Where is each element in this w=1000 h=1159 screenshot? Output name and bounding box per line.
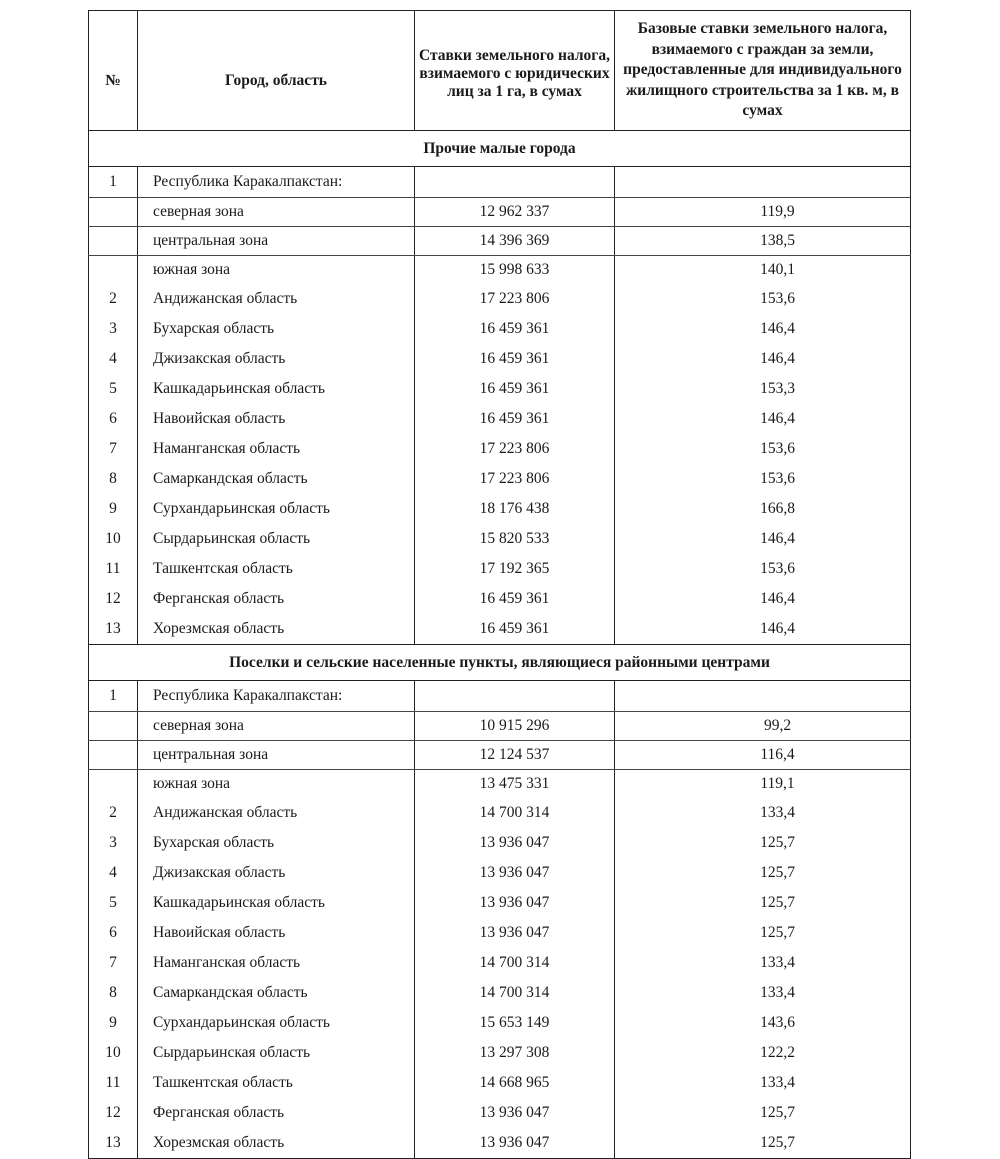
table-row [89,434,911,464]
row-region-name: Наманганская область [138,434,415,464]
section-header-row [89,131,911,167]
row-rate-per-ha: 13 297 308 [415,1038,615,1068]
table-row [89,741,911,770]
row-region-name: Сурхандарьинская область [138,494,415,524]
table-row [89,464,911,494]
table-row [89,712,911,741]
row-rate-per-ha: 17 192 365 [415,554,615,584]
row-region-name: центральная зона [138,741,415,770]
row-number: 13 [89,614,138,645]
table-row [89,167,911,198]
row-rate-per-ha [415,681,615,712]
row-number [89,198,138,227]
row-number: 2 [89,798,138,828]
row-base-rate: 138,5 [615,227,911,256]
row-rate-per-ha: 16 459 361 [415,374,615,404]
table-row [89,284,911,314]
row-region-name: Республика Каракалпакстан: [138,167,415,198]
row-rate-per-ha: 18 176 438 [415,494,615,524]
row-region-name: Хорезмская область [138,1128,415,1159]
row-rate-per-ha: 16 459 361 [415,404,615,434]
table-row [89,524,911,554]
row-region-name: Самаркандская область [138,978,415,1008]
row-number: 2 [89,284,138,314]
row-region-name: Сырдарьинская область [138,524,415,554]
row-region-name: северная зона [138,712,415,741]
row-rate-per-ha: 16 459 361 [415,314,615,344]
table-row [89,256,911,285]
row-number: 3 [89,314,138,344]
row-region-name: Джизакская область [138,858,415,888]
row-base-rate: 119,1 [615,770,911,799]
table-row [89,198,911,227]
row-base-rate: 146,4 [615,584,911,614]
row-base-rate: 140,1 [615,256,911,285]
table-row [89,1128,911,1159]
row-base-rate: 133,4 [615,798,911,828]
row-number: 4 [89,344,138,374]
row-rate-per-ha: 13 936 047 [415,888,615,918]
row-number [89,227,138,256]
row-number: 1 [89,167,138,198]
row-base-rate: 166,8 [615,494,911,524]
row-region-name: центральная зона [138,227,415,256]
row-region-name: Республика Каракалпакстан: [138,681,415,712]
row-region-name: Кашкадарьинская область [138,888,415,918]
row-region-name: Навоийская область [138,404,415,434]
row-number: 9 [89,494,138,524]
row-rate-per-ha: 15 653 149 [415,1008,615,1038]
table-row [89,404,911,434]
row-region-name: Бухарская область [138,828,415,858]
row-number: 6 [89,404,138,434]
row-base-rate: 153,6 [615,434,911,464]
row-rate-per-ha: 13 936 047 [415,918,615,948]
row-rate-per-ha: 15 820 533 [415,524,615,554]
row-region-name: Андижанская область [138,798,415,828]
table-row [89,1098,911,1128]
row-number: 3 [89,828,138,858]
row-number [89,712,138,741]
table-row [89,888,911,918]
row-base-rate: 146,4 [615,404,911,434]
row-number [89,741,138,770]
table-row [89,858,911,888]
row-rate-per-ha: 13 936 047 [415,828,615,858]
row-rate-per-ha: 14 396 369 [415,227,615,256]
row-number [89,256,138,285]
row-base-rate: 153,6 [615,284,911,314]
table-body [89,131,911,1159]
row-base-rate: 125,7 [615,888,911,918]
row-base-rate: 146,4 [615,344,911,374]
row-base-rate: 99,2 [615,712,911,741]
row-rate-per-ha: 12 124 537 [415,741,615,770]
row-rate-per-ha: 17 223 806 [415,284,615,314]
row-number: 8 [89,464,138,494]
row-base-rate: 125,7 [615,918,911,948]
row-number: 13 [89,1128,138,1159]
table-row [89,554,911,584]
table-row [89,828,911,858]
tax-rates-table [88,10,911,1159]
row-base-rate: 133,4 [615,978,911,1008]
row-base-rate: 125,7 [615,1128,911,1159]
row-region-name: Наманганская область [138,948,415,978]
row-rate-per-ha: 13 936 047 [415,1128,615,1159]
row-region-name: Сурхандарьинская область [138,1008,415,1038]
row-region-name: Бухарская область [138,314,415,344]
row-rate-per-ha: 14 668 965 [415,1068,615,1098]
row-base-rate: 133,4 [615,1068,911,1098]
table-row [89,314,911,344]
row-region-name: Хорезмская область [138,614,415,645]
row-rate-per-ha: 17 223 806 [415,434,615,464]
row-number [89,770,138,799]
row-base-rate: 146,4 [615,614,911,645]
section-header-row [89,645,911,681]
table-row [89,584,911,614]
row-base-rate [615,167,911,198]
row-base-rate: 125,7 [615,828,911,858]
row-number: 1 [89,681,138,712]
row-number: 11 [89,1068,138,1098]
table-row [89,1068,911,1098]
header-city: Город, область [138,11,415,131]
table-row [89,494,911,524]
row-region-name: Ферганская область [138,584,415,614]
table-row [89,948,911,978]
row-number: 11 [89,554,138,584]
row-base-rate: 153,6 [615,464,911,494]
row-region-name: Андижанская область [138,284,415,314]
row-rate-per-ha: 12 962 337 [415,198,615,227]
row-region-name: Джизакская область [138,344,415,374]
row-rate-per-ha: 14 700 314 [415,798,615,828]
row-number: 4 [89,858,138,888]
section-title: Прочие малые города [89,131,911,167]
row-number: 12 [89,584,138,614]
row-number: 10 [89,524,138,554]
table-row [89,344,911,374]
row-number: 8 [89,978,138,1008]
row-base-rate: 146,4 [615,524,911,554]
row-number: 9 [89,1008,138,1038]
row-rate-per-ha: 16 459 361 [415,584,615,614]
table-row [89,1008,911,1038]
row-base-rate: 153,6 [615,554,911,584]
row-number: 5 [89,888,138,918]
row-base-rate: 133,4 [615,948,911,978]
row-rate-per-ha: 14 700 314 [415,978,615,1008]
table-header-row [89,11,911,131]
row-region-name: Кашкадарьинская область [138,374,415,404]
table-row [89,798,911,828]
row-region-name: южная зона [138,770,415,799]
row-base-rate: 125,7 [615,1098,911,1128]
table-row [89,614,911,645]
row-number: 10 [89,1038,138,1068]
row-rate-per-ha: 13 936 047 [415,858,615,888]
row-rate-per-ha: 17 223 806 [415,464,615,494]
row-rate-per-ha: 16 459 361 [415,344,615,374]
row-region-name: Навоийская область [138,918,415,948]
row-region-name: Сырдарьинская область [138,1038,415,1068]
table-row [89,1038,911,1068]
row-base-rate: 122,2 [615,1038,911,1068]
table-row [89,918,911,948]
row-region-name: Ташкентская область [138,554,415,584]
row-number: 12 [89,1098,138,1128]
header-base-rate: Базовые ставки земельного налога, взимаемого с граждан за земли, предоставленные для индивидуального жилищного строительства за 1 кв. м, в сумах [615,11,911,131]
row-region-name: Ферганская область [138,1098,415,1128]
section-title: Поселки и сельские населенные пункты, являющиеся районными центрами [89,645,911,681]
row-rate-per-ha: 10 915 296 [415,712,615,741]
row-rate-per-ha: 16 459 361 [415,614,615,645]
row-base-rate [615,681,911,712]
row-region-name: северная зона [138,198,415,227]
row-number: 6 [89,918,138,948]
table-row [89,770,911,799]
table-row [89,978,911,1008]
table-row [89,227,911,256]
row-base-rate: 116,4 [615,741,911,770]
header-number: № [89,11,138,131]
row-number: 7 [89,948,138,978]
table-row [89,374,911,404]
row-rate-per-ha: 13 936 047 [415,1098,615,1128]
row-base-rate: 146,4 [615,314,911,344]
row-rate-per-ha: 15 998 633 [415,256,615,285]
row-base-rate: 153,3 [615,374,911,404]
row-region-name: Ташкентская область [138,1068,415,1098]
row-region-name: Самаркандская область [138,464,415,494]
header-rate-per-ha: Ставки земельного налога, взимаемого с юридических лиц за 1 га, в сумах [415,11,615,131]
row-rate-per-ha: 13 475 331 [415,770,615,799]
row-number: 5 [89,374,138,404]
row-region-name: южная зона [138,256,415,285]
row-base-rate: 119,9 [615,198,911,227]
row-base-rate: 125,7 [615,858,911,888]
row-rate-per-ha: 14 700 314 [415,948,615,978]
table-row [89,681,911,712]
row-number: 7 [89,434,138,464]
row-base-rate: 143,6 [615,1008,911,1038]
row-rate-per-ha [415,167,615,198]
